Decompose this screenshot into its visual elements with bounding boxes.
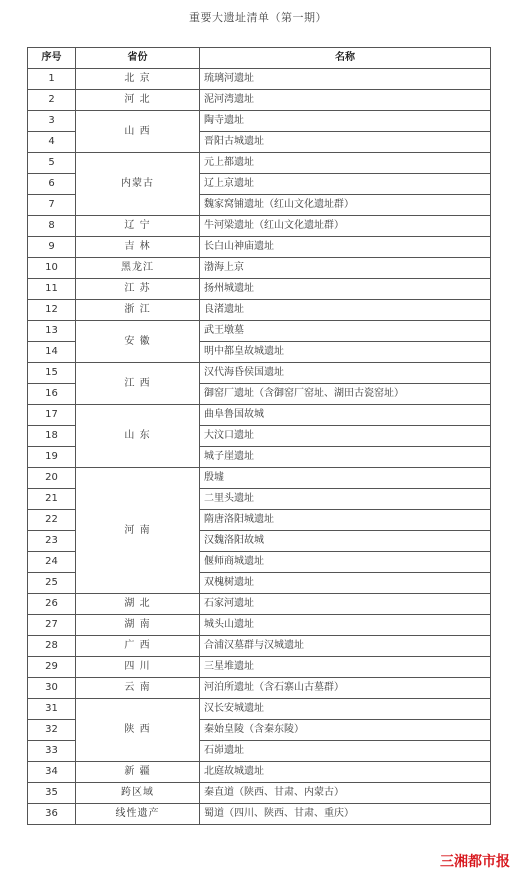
table-row [28,111,491,132]
table-row [28,636,491,657]
row-site-name: 三星堆遗址 [200,657,491,678]
row-site-name: 汉长安城遗址 [200,699,491,720]
header-number: 序号 [28,48,76,69]
row-number: 26 [28,594,76,615]
sites-table [27,47,491,825]
row-site-name: 河泊所遗址（含石寨山古墓群） [200,678,491,699]
row-site-name: 牛河梁遗址（红山文化遗址群） [200,216,491,237]
row-site-name: 秦始皇陵（含秦东陵） [200,720,491,741]
watermark-logo: 三湘都市报 [440,854,510,870]
row-province: 黑龙江 [76,258,200,279]
row-number: 8 [28,216,76,237]
row-site-name: 良渚遗址 [200,300,491,321]
table-body [28,69,491,825]
row-province: 云 南 [76,678,200,699]
row-number: 22 [28,510,76,531]
row-number: 14 [28,342,76,363]
row-site-name: 合浦汉墓群与汉城遗址 [200,636,491,657]
row-site-name: 大汶口遗址 [200,426,491,447]
table-row [28,804,491,825]
row-province: 四 川 [76,657,200,678]
row-province: 北 京 [76,69,200,90]
row-province: 线性遗产 [76,804,200,825]
row-site-name: 二里头遗址 [200,489,491,510]
row-number: 17 [28,405,76,426]
row-province: 湖 南 [76,615,200,636]
row-province: 江 西 [76,363,200,405]
row-site-name: 曲阜鲁国故城 [200,405,491,426]
row-province: 河 南 [76,468,200,594]
row-site-name: 长白山神庙遗址 [200,237,491,258]
row-province: 跨区域 [76,783,200,804]
row-number: 9 [28,237,76,258]
row-site-name: 偃师商城遗址 [200,552,491,573]
row-number: 20 [28,468,76,489]
table-row [28,216,491,237]
table-row [28,405,491,426]
row-number: 3 [28,111,76,132]
row-province: 湖 北 [76,594,200,615]
row-number: 32 [28,720,76,741]
row-site-name: 明中都皇故城遗址 [200,342,491,363]
table-row [28,363,491,384]
row-number: 27 [28,615,76,636]
row-number: 19 [28,447,76,468]
row-site-name: 殷墟 [200,468,491,489]
table-row [28,468,491,489]
row-number: 23 [28,531,76,552]
document-title: 重要大遗址清单（第一期） [189,11,327,24]
row-site-name: 石峁遗址 [200,741,491,762]
row-province: 山 东 [76,405,200,468]
row-number: 12 [28,300,76,321]
row-number: 24 [28,552,76,573]
row-site-name: 双槐树遗址 [200,573,491,594]
row-number: 10 [28,258,76,279]
row-site-name: 石家河遗址 [200,594,491,615]
row-number: 29 [28,657,76,678]
row-province: 内蒙古 [76,153,200,216]
table-row [28,321,491,342]
row-site-name: 晋阳古城遗址 [200,132,491,153]
table-row [28,69,491,90]
row-site-name: 隋唐洛阳城遗址 [200,510,491,531]
row-province: 浙 江 [76,300,200,321]
row-site-name: 汉魏洛阳故城 [200,531,491,552]
row-site-name: 泥河湾遗址 [200,90,491,111]
row-site-name: 琉璃河遗址 [200,69,491,90]
table-row [28,594,491,615]
table-row [28,258,491,279]
table-row [28,153,491,174]
row-province: 广 西 [76,636,200,657]
row-site-name: 城头山遗址 [200,615,491,636]
table-row [28,783,491,804]
row-number: 31 [28,699,76,720]
row-number: 25 [28,573,76,594]
row-site-name: 扬州城遗址 [200,279,491,300]
header-name: 名称 [200,48,491,69]
table-row [28,657,491,678]
row-province: 新 疆 [76,762,200,783]
row-site-name: 武王墩墓 [200,321,491,342]
row-site-name: 北庭故城遗址 [200,762,491,783]
row-number: 15 [28,363,76,384]
table-row [28,762,491,783]
table-row [28,615,491,636]
table-row [28,237,491,258]
table-row [28,699,491,720]
row-number: 5 [28,153,76,174]
row-site-name: 元上都遗址 [200,153,491,174]
table-row [28,300,491,321]
row-number: 33 [28,741,76,762]
row-province: 辽 宁 [76,216,200,237]
row-province: 江 苏 [76,279,200,300]
row-number: 16 [28,384,76,405]
row-number: 7 [28,195,76,216]
table-header-row [28,48,491,69]
row-number: 30 [28,678,76,699]
row-site-name: 魏家窝铺遗址（红山文化遗址群） [200,195,491,216]
row-number: 2 [28,90,76,111]
row-province: 安 徽 [76,321,200,363]
row-site-name: 城子崖遗址 [200,447,491,468]
row-province: 陕 西 [76,699,200,762]
row-number: 34 [28,762,76,783]
row-site-name: 陶寺遗址 [200,111,491,132]
row-number: 11 [28,279,76,300]
row-site-name: 辽上京遗址 [200,174,491,195]
row-number: 6 [28,174,76,195]
row-site-name: 秦直道（陕西、甘肃、内蒙古） [200,783,491,804]
row-number: 35 [28,783,76,804]
row-site-name: 蜀道（四川、陕西、甘肃、重庆） [200,804,491,825]
row-number: 1 [28,69,76,90]
row-province: 河 北 [76,90,200,111]
table-row [28,678,491,699]
row-number: 21 [28,489,76,510]
row-number: 18 [28,426,76,447]
table-row [28,90,491,111]
row-site-name: 渤海上京 [200,258,491,279]
row-province: 山 西 [76,111,200,153]
row-number: 28 [28,636,76,657]
header-province: 省份 [76,48,200,69]
table-row [28,279,491,300]
row-number: 4 [28,132,76,153]
row-number: 13 [28,321,76,342]
row-province: 吉 林 [76,237,200,258]
row-site-name: 御窑厂遗址（含御窑厂窑址、湖田古瓷窑址） [200,384,491,405]
row-number: 36 [28,804,76,825]
row-site-name: 汉代海昏侯国遗址 [200,363,491,384]
